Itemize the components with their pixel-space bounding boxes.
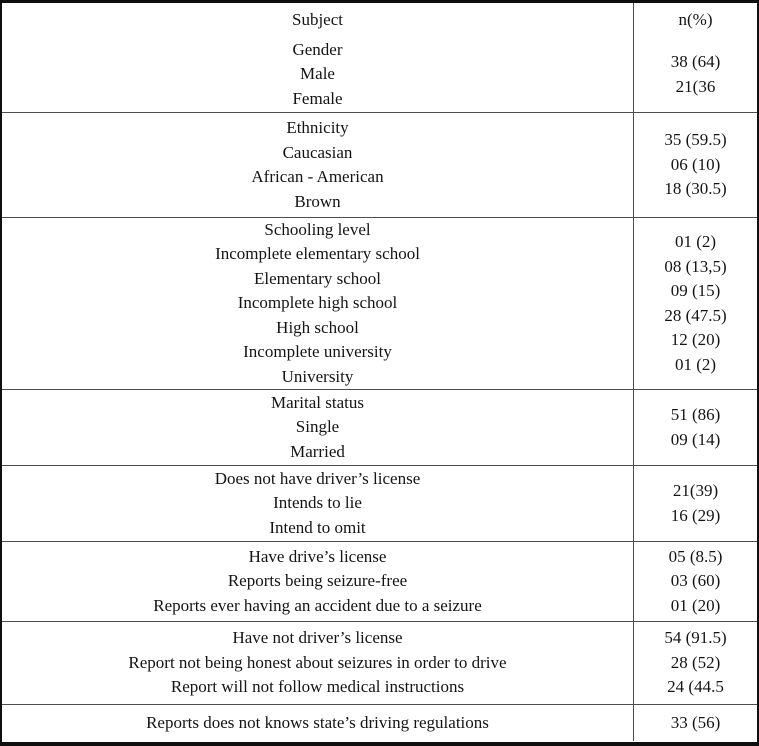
value-line: 12 (20) (670, 330, 721, 349)
values-cell (634, 37, 757, 112)
header-subject-label: Subject (292, 9, 343, 29)
subject-line: Brown (294, 191, 341, 211)
subject-cell (2, 705, 634, 741)
values-cell (634, 705, 757, 741)
subject-line: University (281, 366, 354, 386)
subject-cell (2, 218, 634, 389)
header-npct-cell (634, 3, 757, 37)
value-line: 28 (52) (670, 652, 721, 672)
value-line: 21(39) (672, 481, 719, 500)
subject-line: Single (295, 417, 340, 437)
value-line: 35 (59.5) (664, 130, 727, 150)
table-row (2, 112, 757, 217)
values-cell (634, 113, 757, 217)
value-line: 03 (60) (670, 571, 721, 591)
values-cell (634, 622, 757, 704)
subject-cell (2, 37, 634, 112)
subject-line: Reports does not knows state’s driving regulations (146, 712, 489, 732)
table-row (2, 389, 757, 465)
subject-line: Marital status (270, 392, 364, 412)
values-cell (634, 466, 757, 541)
values-cell (634, 390, 757, 465)
table-row (2, 37, 757, 112)
subject-line: Incomplete high school (237, 293, 398, 313)
table-body (2, 37, 757, 741)
table-row (2, 465, 757, 541)
subject-line: Report not being honest about seizures in order to drive (128, 652, 507, 672)
subject-line: Reports ever having an accident due to a seizure (153, 595, 482, 615)
subject-cell (2, 542, 634, 621)
subject-cell (2, 466, 634, 541)
value-line: 01 (2) (674, 232, 717, 251)
subject-line: Male (300, 64, 335, 84)
header-npct-label: n(%) (678, 9, 713, 29)
subject-line: Does not have driver’s license (214, 468, 421, 488)
subject-line: Intends to lie (273, 493, 362, 513)
header-subject-cell (2, 3, 634, 37)
subject-line: African - American (251, 167, 384, 186)
value-line: 16 (29) (670, 505, 721, 525)
subject-line: High school (276, 317, 359, 337)
value-line: 09 (15) (670, 281, 721, 300)
subject-line: Report will not follow medical instructions (170, 677, 465, 697)
subject-line: Elementary school (254, 268, 381, 288)
subject-line: Have not driver’s license (232, 628, 403, 648)
value-line: 54 (91.5) (664, 628, 727, 648)
table-header-row (2, 3, 757, 37)
subject-line: Intend to omit (269, 517, 366, 537)
table-row (2, 621, 757, 704)
subject-line: Schooling level (264, 219, 371, 239)
value-line: 18 (30.5) (664, 179, 727, 199)
value-line: 01 (2) (674, 354, 717, 374)
subject-line: Female (292, 88, 343, 108)
value-line: 28 (47.5) (664, 305, 727, 325)
value-line: 09 (14) (670, 429, 721, 449)
table-row (2, 541, 757, 621)
value-line: 51 (86) (670, 405, 721, 424)
value-line: 05 (8.5) (668, 546, 723, 566)
subject-line: Ethnicity (286, 118, 349, 137)
value-line: 08 (13,5) (664, 256, 727, 276)
subject-cell (2, 113, 634, 217)
value-line: 21(36 (675, 76, 716, 96)
subject-cell (2, 622, 634, 704)
value-line: 33 (56) (670, 712, 721, 732)
subject-cell (2, 390, 634, 465)
subject-line: Incomplete elementary school (215, 244, 420, 264)
value-line: 38 (64) (670, 52, 721, 71)
values-cell (634, 218, 757, 389)
subject-line: Have drive’s license (248, 546, 387, 566)
value-line: 01 (20) (670, 595, 721, 615)
table-row (2, 217, 757, 389)
value-line: 06 (10) (670, 154, 721, 174)
value-line: 24 (44.5 (667, 677, 724, 697)
table-row (2, 704, 757, 741)
subject-line: Incomplete university (243, 342, 392, 362)
subject-line: Married (290, 441, 345, 461)
subject-line: Reports being seizure-free (227, 571, 408, 591)
values-cell (634, 542, 757, 621)
subject-line: Caucasian (282, 142, 353, 162)
subject-line: Gender (292, 39, 343, 59)
